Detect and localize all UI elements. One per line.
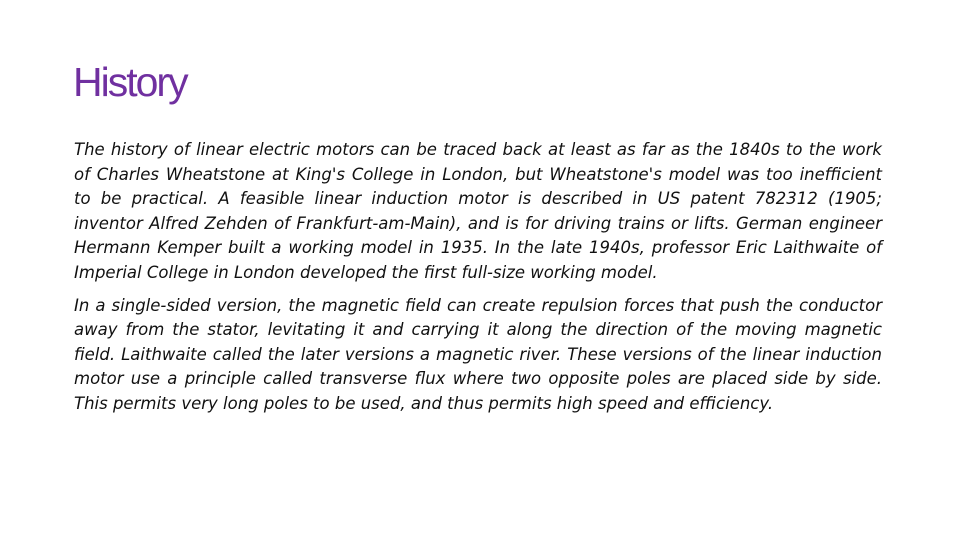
slide-body (74, 138, 882, 425)
slide-title: History (73, 59, 187, 105)
body-paragraph-single-sided: In a single-sided version, the magnetic field can create repulsion forces that push the conductor away from the stator, levitating it and carrying it along the direction of the moving magnetic field. Laithwaite called the later versions a magnetic river. These versions of the linear induction motor use a principle called transverse flux where two opposite poles are placed side by side. This permits very long poles to be used, and thus permits high speed and efficiency. (74, 295, 882, 413)
body-paragraph-history: The history of linear electric motors can be traced back at least as far as the 1840s to the work of Charles Wheatstone at King's College in London, but Wheatstone's model was too inefficient to be practical. A feasible linear induction motor is described in US patent 782312 (1905; inventor Alfred Zehden of Frankfurt-am-Main), and is for driving trains or lifts. German engineer Hermann Kemper built a working model in 1935. In the late 1940s, professor Eric Laithwaite of Imperial College in London developed the first full-size working model. (74, 140, 882, 282)
